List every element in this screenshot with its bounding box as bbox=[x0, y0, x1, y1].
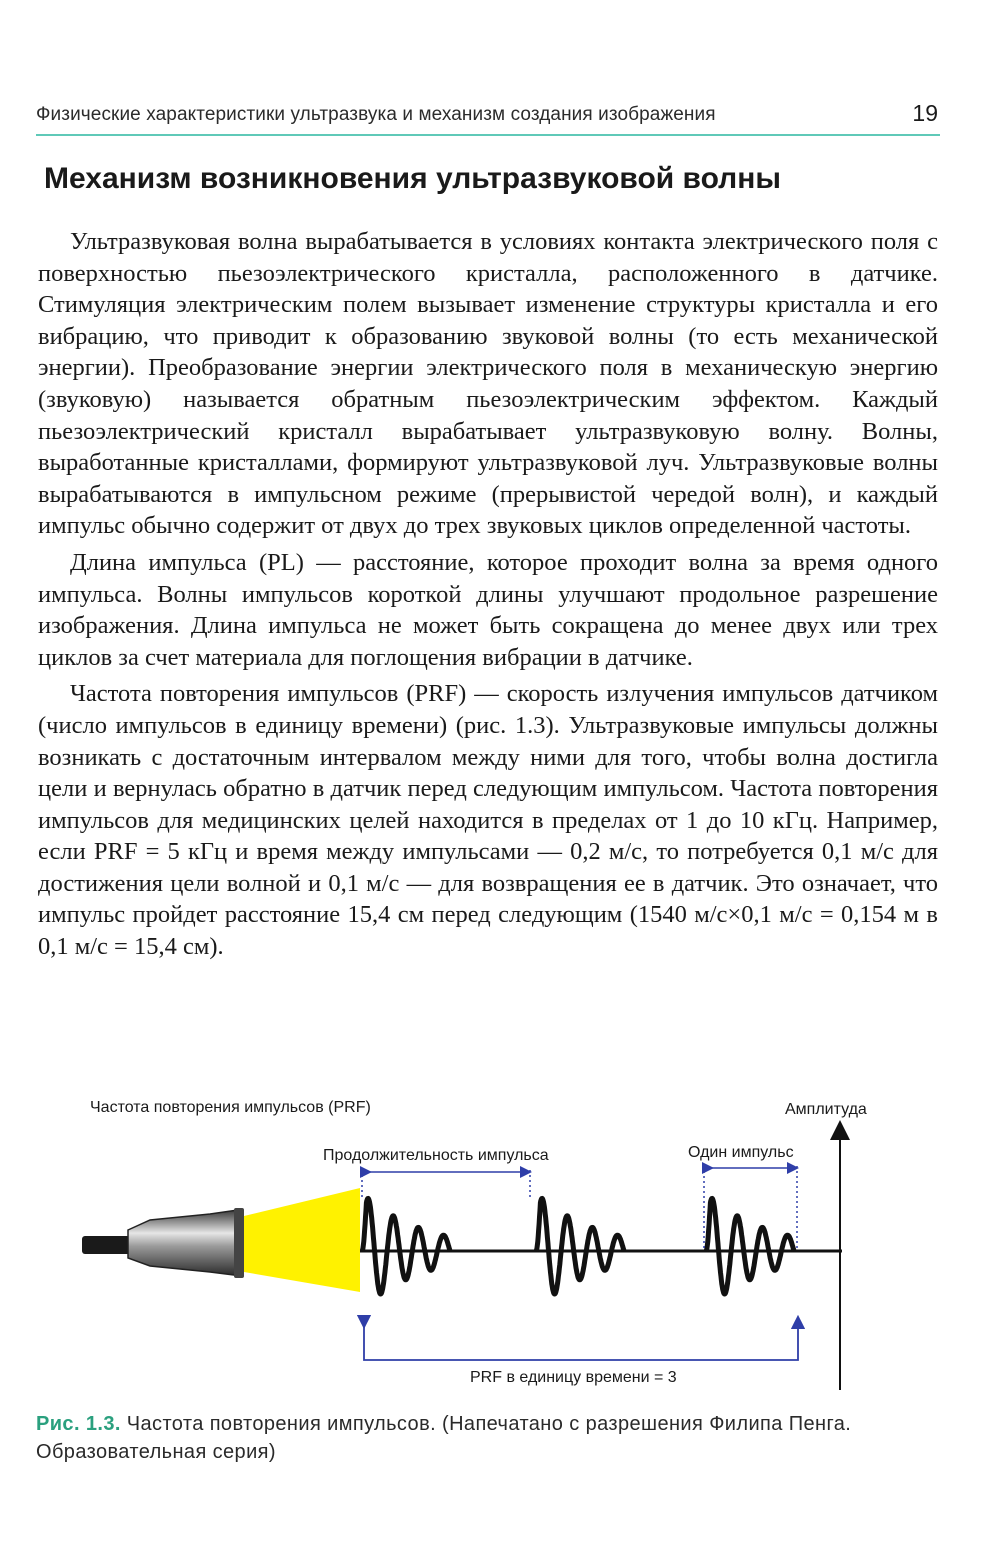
figure-label-pulse-duration: Продолжительность импульса bbox=[323, 1147, 549, 1164]
page-number: 19 bbox=[912, 100, 938, 126]
pulse-waveform-2 bbox=[536, 1198, 624, 1294]
prf-bracket bbox=[364, 1322, 798, 1360]
body-text bbox=[38, 226, 938, 968]
running-header bbox=[36, 100, 940, 136]
ultrasound-probe-icon bbox=[82, 1208, 244, 1278]
pulse-waveform-3 bbox=[706, 1198, 794, 1294]
running-title: Физические характеристики ультразвука и механизм создания изображения bbox=[36, 104, 716, 125]
paragraph-2: Длина импульса (PL) — расстояние, которое проходит волна за время одного импульса. Волны импульсов короткой длины улучшают продольное разрешение изображения. Длина импульса не может быть сокращена до менее двух или трех циклов за счет материала для поглощения вибрации в датчике. bbox=[38, 548, 938, 671]
figure-label-prf-per-time: PRF в единицу времени = 3 bbox=[470, 1369, 677, 1386]
pulse-train bbox=[362, 1198, 794, 1294]
pulse-duration-bracket bbox=[362, 1170, 530, 1200]
section-title: Механизм возникновения ультразвуковой волны bbox=[44, 162, 781, 195]
ultrasound-beam bbox=[244, 1188, 360, 1292]
pulse-waveform-1 bbox=[362, 1198, 450, 1294]
figure-prf-diagram bbox=[70, 1090, 910, 1400]
figure-caption-text: Частота повторения импульсов. (Напечатано с разрешения Филипа Пенга. Образовательная серия) bbox=[36, 1413, 852, 1463]
figure-caption-label: Рис. 1.3. bbox=[36, 1413, 121, 1435]
figure-label-amplitude: Амплитуда bbox=[785, 1101, 867, 1118]
paragraph-1: Ультразвуковая волна вырабатывается в условиях контакта электрического поля с поверхностью пьезоэлектрического кристалла, расположенного в датчике. Стимуляция электрическим полем вызывает изменение структуры кристалла и его вибрацию, что приводит к образованию звуковой волны (то есть механической энергии). Преобразование энергии электрического поля в механическую энергию (звуковую) называется обратным пьезоэлектрическим эффектом. Каждый пьезоэлектрический кристалл вырабатывает ультразвуковую волну. Волны, выработанные кристаллами, формируют ультразвуковой луч. Ультразвуковые волны вырабатываются в импульсном режиме (прерывистой чередой волн), и каждый импульс обычно содержит от двух до трех звуковых циклов определенной частоты. bbox=[38, 228, 938, 540]
paragraph-3: Частота повторения импульсов (PRF) — скорость излучения импульсов датчиком (число импульсов в единицу времени) (рис. 1.3). Ультразвуковые импульсы должны возникать с достаточным интервалом между ними для того, чтобы волна достигла цели и вернулась обратно в датчик перед следующим импульсом. Частота повторения импульсов для медицинских целей находится в пределах от 1 до 10 кГц. Например, если PRF = 5 кГц и время между импульсами — 0,2 м/с, то потребуется 0,1 м/с для достижения цели волной и 0,1 м/с — для возвращения ее в датчик. Это означает, что импульс пройдет расстояние 15,4 см перед следующим (1540 м/с×0,1 м/с = 0,154 м в 0,1 м/с = 15,4 см). bbox=[38, 680, 938, 961]
figure-label-prf: Частота повторения импульсов (PRF) bbox=[90, 1099, 371, 1116]
figure-label-one-pulse: Один импульс bbox=[688, 1144, 794, 1161]
figure-caption bbox=[36, 1410, 941, 1466]
